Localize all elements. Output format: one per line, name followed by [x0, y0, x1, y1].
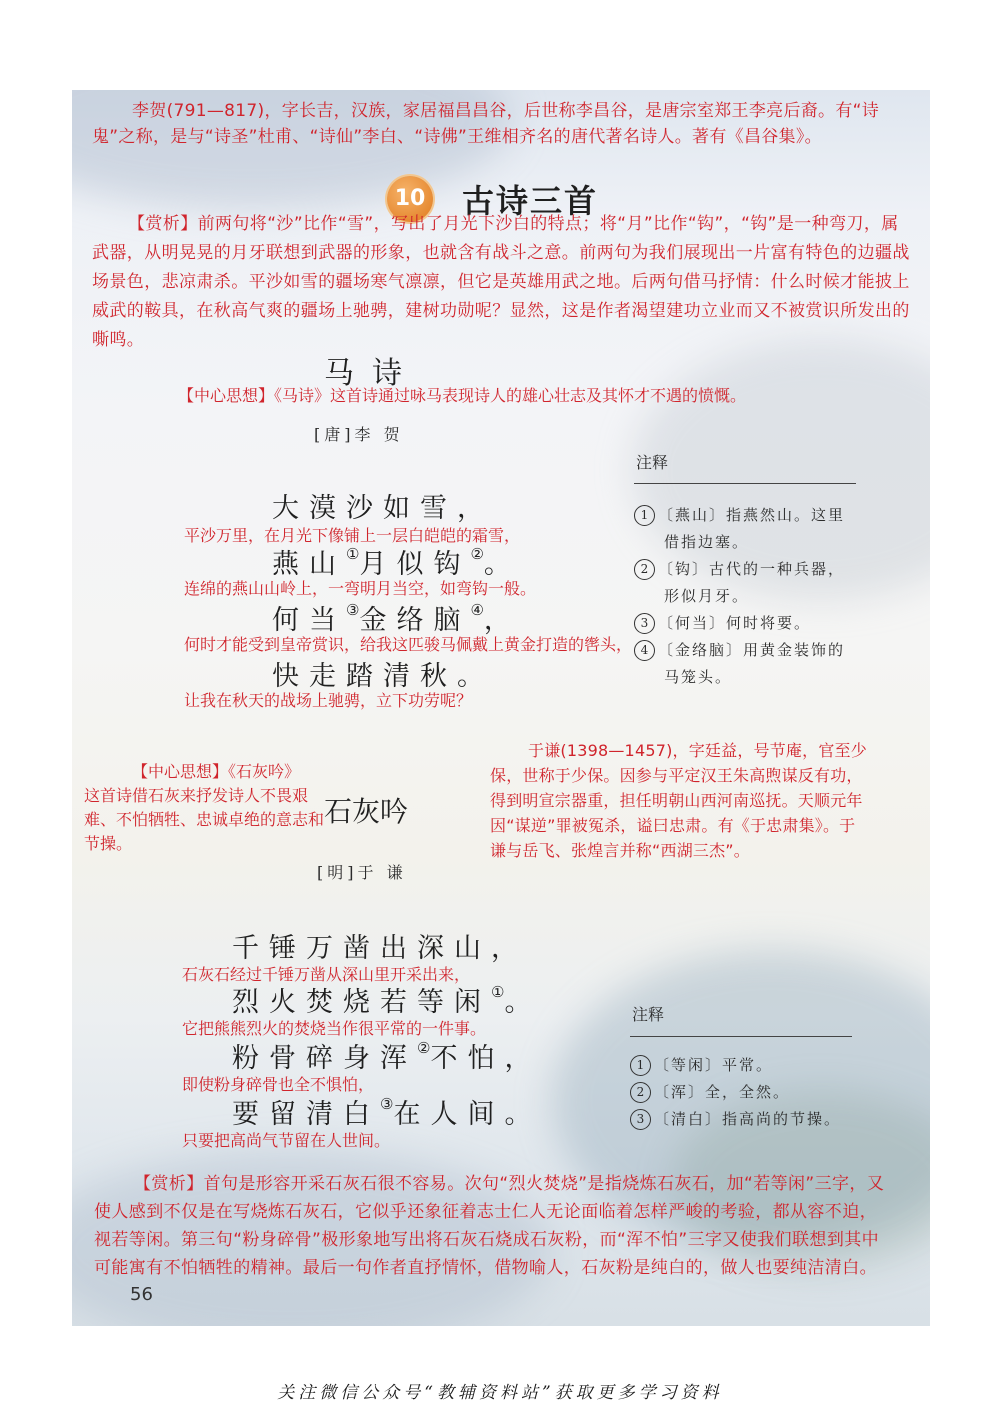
notes-heading: 注释	[636, 453, 669, 472]
poem-line: 烈火焚烧若等闲①。	[232, 983, 542, 1018]
note-item: 1 〔燕山〕指燕然山。这里	[634, 502, 874, 529]
poem-line-translation: 连绵的燕山山岭上，一弯明月当空，如弯钩一般。	[184, 579, 537, 598]
poem-line-translation: 让我在秋天的战场上驰骋，立下功劳呢？	[184, 691, 473, 710]
note-item: 3 〔清白〕指高尚的节操。	[630, 1106, 870, 1133]
note-item: 2 〔钩〕古代的一种兵器，	[634, 556, 874, 583]
footer-watermark-text: 关注微信公众号“教辅资料站”获取更多学习资料	[277, 1383, 723, 1403]
central-idea-tag: 【中心思想】	[178, 386, 275, 405]
poem-line-translation: 何时才能受到皇帝赏识，给我这匹骏马佩戴上黄金打造的辔头，	[184, 635, 633, 654]
notes-list-shi-hui-yin	[630, 1052, 870, 1133]
note-item: 3 〔何当〕何时将要。	[634, 610, 874, 637]
footnote-marker: ③	[380, 1095, 394, 1113]
note-item: 1 〔等闲〕平常。	[630, 1052, 870, 1079]
poem-title-shi-hui-yin: 石灰吟	[324, 795, 409, 828]
analysis-shi-hui-yin	[94, 1170, 886, 1282]
analysis-ma-shi	[92, 210, 912, 355]
footnote-marker: ①	[491, 983, 505, 1001]
notes-divider	[634, 483, 856, 484]
analysis-tag: 【赏析】	[128, 214, 198, 234]
central-idea-tag: 【中心思想】	[132, 762, 229, 781]
poem-title-ma-shi: 马诗	[324, 356, 420, 391]
note-item: 4 〔金络脑〕用黄金装饰的	[634, 637, 874, 664]
lesson-title: 古诗三首	[462, 182, 599, 220]
poem-line: 快走踏清秋。	[272, 661, 494, 692]
footnote-marker: ②	[470, 545, 484, 563]
footnote-marker: ①	[346, 545, 360, 563]
footnote-marker: ④	[470, 601, 484, 619]
central-idea-text: 这首诗借石灰来抒发诗人不畏艰难、不怕牺牲、忠诚卓绝的意志和节操。	[84, 786, 325, 853]
lesson-number-badge: 10	[387, 176, 433, 222]
poem-line: 要留清白③在人间。	[232, 1095, 542, 1130]
central-idea-ma-shi	[178, 385, 930, 407]
poem-line: 千锤万凿出深山，	[232, 933, 528, 964]
poem-author-yu-qian: [明]于 谦	[317, 863, 407, 882]
poem-line-translation: 它把熊熊烈火的焚烧当作很平常的一件事。	[182, 1019, 487, 1038]
poem-line: 粉骨碎身浑②不怕，	[232, 1039, 542, 1074]
note-item: 2 〔浑〕全，全然。	[630, 1079, 870, 1106]
note-item-continuation: 形似月牙。	[664, 587, 750, 605]
poem-line-translation: 只要把高尚气节留在人世间。	[182, 1131, 391, 1150]
poem-line-translation: 石灰石经过千锤万凿从深山里开采出来，	[182, 965, 471, 984]
footnote-marker: ③	[346, 601, 360, 619]
central-idea-shi-hui-yin	[84, 760, 329, 856]
poem-line: 燕山①月似钩②。	[272, 545, 521, 580]
page-number: 56	[130, 1284, 153, 1305]
textbook-page	[72, 90, 930, 1326]
poem-line-translation: 即使粉身碎骨也全不惧怕，	[182, 1075, 375, 1094]
note-item-continuation: 借指边塞。	[664, 533, 750, 551]
central-idea-title: 《石灰吟》	[228, 762, 301, 781]
poem-line: 大漠沙如雪，	[272, 493, 494, 524]
poem-author-li-he: [唐]李 贺	[314, 425, 404, 444]
notes-heading: 注释	[632, 1005, 665, 1024]
analysis-tag: 【赏析】	[134, 1174, 204, 1194]
li-he-biography: 李贺(791—817)，字长吉，汉族，家居福昌昌谷，后世称李昌谷，是唐宗室郑王李亮后裔。有“诗鬼”之称，是与“诗圣”杜甫、“诗仙”李白、“诗佛”王维相齐名的唐代著名诗人。著有《昌谷集》。	[92, 101, 880, 147]
poem-line-translation: 平沙万里，在月光下像铺上一层白皑皑的霜雪，	[184, 526, 521, 545]
footnote-marker: ②	[417, 1039, 431, 1057]
yu-qian-biography: 于谦(1398—1457)，字廷益，号节庵，官至少保，世称于少保。因参与平定汉王朱高煦谋反有功，得到明宣宗器重，担任明朝山西河南巡抚。天顺元年因“谋逆”罪被冤杀，谥曰忠肃。有《于忠肃集》。于谦与岳飞、张煌言并称“西湖三杰”。	[490, 741, 867, 860]
notes-divider	[630, 1036, 852, 1037]
note-item-continuation: 马笼头。	[664, 668, 733, 686]
analysis-text: 首句是形容开采石灰石很不容易。次句“烈火焚烧”是指烧炼石灰石，加“若等闲”三字，又使人感到不仅是在写烧炼石灰石，它似乎还象征着志士仁人无论面临着怎样严峻的考验，都从容不迫，视若等闲。第三句“粉身碎骨”极形象地写出将石灰石烧成石灰粉，而“浑不怕”三字又使我们联想到其中可能寓有不怕牺牲的精神。最后一句作者直抒情怀，借物喻人，石灰粉是纯白的，做人也要纯洁清白。	[94, 1174, 885, 1278]
central-idea-text: 《马诗》这首诗通过咏马表现诗人的雄心壮志及其怀才不遇的愤慨。	[274, 386, 747, 405]
notes-list-ma-shi	[634, 502, 874, 691]
poem-line: 何当③金络脑④，	[272, 601, 521, 636]
analysis-text: 前两句将“沙”比作“雪”，写出了月光下沙白的特点；将“月”比作“钩”，“钩”是一种弯刀，属武器，从明晃晃的月牙联想到武器的形象，也就含有战斗之意。前两句为我们展现出一片富有特色的边疆战场景色，悲凉肃杀。平沙如雪的疆场寒气凛凛，但它是英雄用武之地。后两句借马抒情：什么时候才能披上威武的鞍具，在秋高气爽的疆场上驰骋，建树功勋呢？显然，这是作者渴望建功立业而又不被赏识所发出的嘶鸣。	[92, 214, 910, 350]
